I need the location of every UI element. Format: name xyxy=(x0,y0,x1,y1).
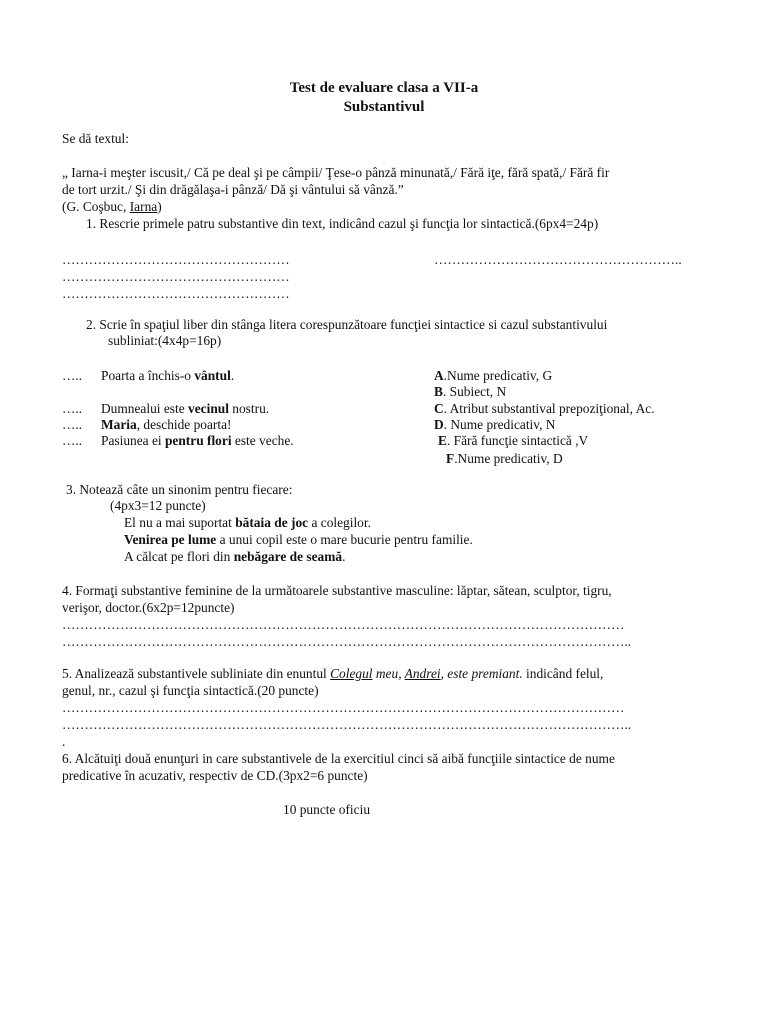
footer-points: 10 puncte oficiu xyxy=(283,802,371,817)
question-5: 5. Analizează substantivele subliniate din enuntul Colegul meu, Andrei, este premiant. indicând felul, xyxy=(62,666,604,681)
question-6-line-2: predicative în acuzativ, respectiv de CD.(3px2=6 puncte) xyxy=(62,768,368,783)
q2-item-sentence: Dumnealui este vecinul nostru. xyxy=(101,401,270,416)
q2-option: A.Nume predicativ, G xyxy=(434,368,553,383)
q2-item-sentence: Pasiunea ei pentru flori este veche. xyxy=(101,433,294,448)
answer-dots: ……………………………………………………………………………………………………………….. xyxy=(62,717,632,732)
question-3-points: (4px3=12 puncte) xyxy=(110,498,206,513)
underlined-noun: Andrei xyxy=(404,666,441,681)
question-3: 3. Notează câte un sinonim pentru fiecare: xyxy=(66,482,293,497)
question-2-points: subliniat:(4x4p=16p) xyxy=(108,333,222,348)
page-title: Test de evaluare clasa a VII-a xyxy=(289,80,479,96)
q3-sentence-3: A călcat pe flori din nebăgare de seamă. xyxy=(124,549,346,564)
q3-sentence-2: Venirea pe lume a unui copil este o mare bucurie pentru familie. xyxy=(124,532,473,547)
answer-dots: ……………………………………………………………………………………………………………… xyxy=(62,700,625,715)
q2-option: F.Nume predicativ, D xyxy=(446,451,563,466)
answer-dots: . xyxy=(62,734,66,749)
q2-item: ….. xyxy=(62,401,83,416)
q2-option: B. Subiect, N xyxy=(434,384,507,399)
q3-sentence-1: El nu a mai suportat bătaia de joc a colegilor. xyxy=(124,515,371,530)
question-4-line-2: verişor, doctor.(6x2p=12puncte) xyxy=(62,600,235,615)
poem-line-2: de tort urzit./ Şi din drăgălaşa-i pânză/ Dă şi vântului să vânză.” xyxy=(62,182,404,197)
answer-dots: …………………………………………… xyxy=(62,286,290,301)
answer-dots: …………………………………………… xyxy=(62,252,290,267)
answer-dots: ……………………………………………….. xyxy=(434,252,682,267)
question-2: 2. Scrie în spaţiul liber din stânga litera corespunzătoare funcţiei sintactice si cazul substantivului xyxy=(86,317,608,332)
answer-dots: …………………………………………… xyxy=(62,269,290,284)
answer-dots: ……………………………………………………………………………………………………………… xyxy=(62,617,625,632)
question-4: 4. Formaţi substantive feminine de la următoarele substantive masculine: lăptar, sătean, sculptor, tigru, xyxy=(62,583,612,598)
page-subtitle: Substantivul xyxy=(343,99,425,115)
q2-option: C. Atribut substantival prepoziţional, Ac. xyxy=(434,401,655,416)
q2-item-sentence: Poarta a închis-o vântul. xyxy=(101,368,235,383)
intro-text: Se dă textul: xyxy=(62,131,129,146)
q2-item: ….. xyxy=(62,433,83,448)
q2-option: E. Fără funcţie sintactică ,V xyxy=(438,433,589,448)
poem-source: (G. Coşbuc, Iarna) xyxy=(62,199,162,214)
underlined-noun: Colegul xyxy=(330,666,373,681)
q2-option: D. Nume predicativ, N xyxy=(434,417,556,432)
question-1: 1. Rescrie primele patru substantive din text, indicând cazul şi funcţia lor sintactică.(6px4=24p) xyxy=(86,216,599,231)
q2-item: ….. xyxy=(62,417,83,432)
q2-item-sentence: Maria, deschide poarta! xyxy=(101,417,232,432)
poem-source-work: Iarna xyxy=(129,199,158,214)
answer-dots: ……………………………………………………………………………………………………………….. xyxy=(62,634,632,649)
q2-item: ….. xyxy=(62,368,83,383)
question-6: 6. Alcătuiţi două enunţuri in care substantivele de la exercitiul cinci să aibă funcţiile sintactice de nume xyxy=(62,751,615,766)
poem-line-1: „ Iarna-i meşter iscusit,/ Că pe deal şi pe câmpii/ Ţese-o pânză minunată,/ Fără iţe, fără spată,/ Fără fir xyxy=(62,165,610,180)
question-5-line-2: genul, nr., cazul şi funcţia sintactică.(20 puncte) xyxy=(62,683,319,698)
